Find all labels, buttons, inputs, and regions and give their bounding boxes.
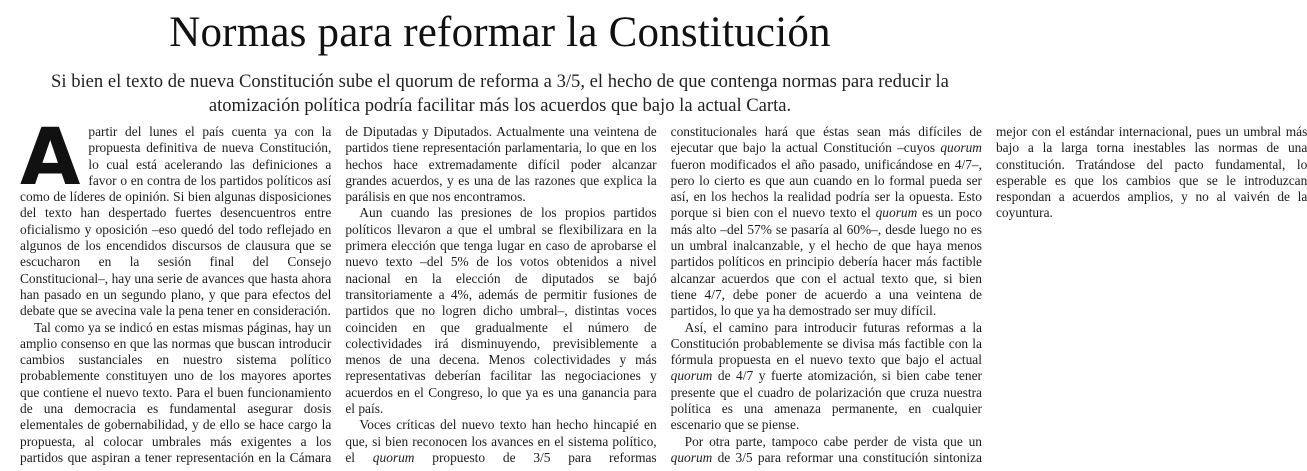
deck-subheading: Si bien el texto de nueva Constitución sube el quorum de reforma a 3/5, el hecho de que contenga normas para reducir la atomización política podría facilitar más los acuerdos que bajo la actual Carta. bbox=[51, 71, 949, 116]
paragraph-1 bbox=[20, 113, 332, 320]
paragraph-4-italic-f: quorum bbox=[875, 205, 918, 221]
paragraph-1-text: partir del lunes el país cuenta ya con la propuesta definitiva de nueva Constitución, lo cual está acelerando las definiciones a favor o en contra de los partidos políticos así como de líderes de opinión. Si bien algunas disposiciones del texto han despertado fuertes desencuentros entre oficialismo y oposición –eso quedó del todo reflejado en algunos de los encendidos discursos de clausura que se escucharon en la sesión final del Consejo Constitucional–, hay una serie de avances que hasta ahora han pasado en un segundo plano, y que para efectos del debate que se avecina vale la pena tener en consideración. bbox=[20, 124, 332, 319]
paragraph-6-text-c: de 3/5 para reformar una constitución sintoniza mejor con el estándar internacional, pues un umbral más bajo a la larga torna inestables las normas de una constitución. Tratándose del pacto fundamental, lo esperable es que los cambios que se le introduzcan respondan a acuerdos amplios, y no al vaivén de la coyuntura. bbox=[712, 124, 1307, 465]
headline: Normas para reformar la Constitución bbox=[169, 9, 831, 56]
paragraph-4-text-c: propuesto de 3/5 para reformas constitucionales hará que éstas sean más difíciles de ejecutar que bajo la actual Constitución –cuyos bbox=[414, 124, 982, 465]
paragraph-4-text-g: es un poco más alto –del 57% se pasaría al 60%–, desde luego no es un umbral inalcanzable, y el hecho de que haya menos partidos políticos en principio debería hacer más factible alcanzar acuerdos que con el actual texto que, si bien tiene 4/7, debe poner de acuerdo a una veintena de partidos, lo que ya ha demostrado ser muy difícil. bbox=[670, 205, 982, 319]
paragraph-3: Aun cuando las presiones de los propios partidos políticos llevaron a que el umbral se flexibilizara en la primera elección que tenga lugar en caso de aprobarse el nuevo texto –del 5% de los votos obtenidos a nivel nacional en la elección de diputados se bajó transitoriamente a 4%, además de permitir fusiones de partidos que no logren dicho umbral–, distintas voces coinciden en que gradualmente el número de colectividades irá disminuyendo, previsiblemente a menos de una decena. Menos colectividades y más representativas deberían facilitar las negociaciones y acuerdos en el Congreso, lo que ya es una ganancia para el país. bbox=[345, 205, 657, 417]
paragraph-5-italic-b: quorum bbox=[670, 368, 713, 384]
drop-cap: A bbox=[20, 113, 81, 203]
paragraph-5-text-a: Así, el camino para introducir futuras reformas a la Constitución probablemente se divisa más factible con la fórmula propuesta en el nuevo texto que bajo el actual bbox=[670, 319, 982, 368]
paragraph-5 bbox=[671, 320, 982, 434]
paragraph-6-text-a: Por otra parte, tampoco cabe perder de vista que un bbox=[684, 433, 982, 449]
paragraph-5-text-c: de 4/7 y fuerte atomización, si bien cabe tener presente que el cuadro de polarización que cruza nuestra política es una amenaza permanente, en cualquier escenario que se piense. bbox=[670, 368, 982, 433]
paragraph-4-italic-d: quorum bbox=[940, 140, 982, 156]
paragraph-4-italic-b: quorum bbox=[372, 449, 415, 465]
paragraph-4-text-e: fueron modificados el año pasado, unificándose en 4/7–, pero lo cierto es que aun cuando en lo formal pueda ser así, en los hechos la realidad podría ser la opuesta. Esto porque si bien con el nuevo texto el bbox=[670, 156, 982, 221]
paragraph-4-text-a: Voces críticas del nuevo texto han hecho hincapié en que, si bien reconocen los avances en el sistema político, el bbox=[345, 417, 657, 465]
paragraph-2: Tal como ya se indicó en estas mismas páginas, hay un amplio consenso en que las normas que buscan introducir cambios sustanciales en nuestro sistema político probablemente constituyen uno de los mayores aportes que contiene el nuevo texto. Para el buen funcionamiento de una democracia es fundamental asegurar dosis elementales de gobernabilidad, y de ello se hace cargo la propuesta, al colocar umbrales más exigentes a los partidos que aspiran a tener representación en la Cámara de Diputadas y Diputados. Actualmente una veintena de partidos tiene representación parlamentaria, lo que en los hechos hace extremadamente difícil poder alcanzar grandes acuerdos, y es una de las razones que explica la parálisis en que nos encontramos. bbox=[20, 124, 657, 465]
article-body bbox=[20, 113, 1307, 469]
paragraph-6-italic-b: quorum bbox=[670, 449, 713, 465]
